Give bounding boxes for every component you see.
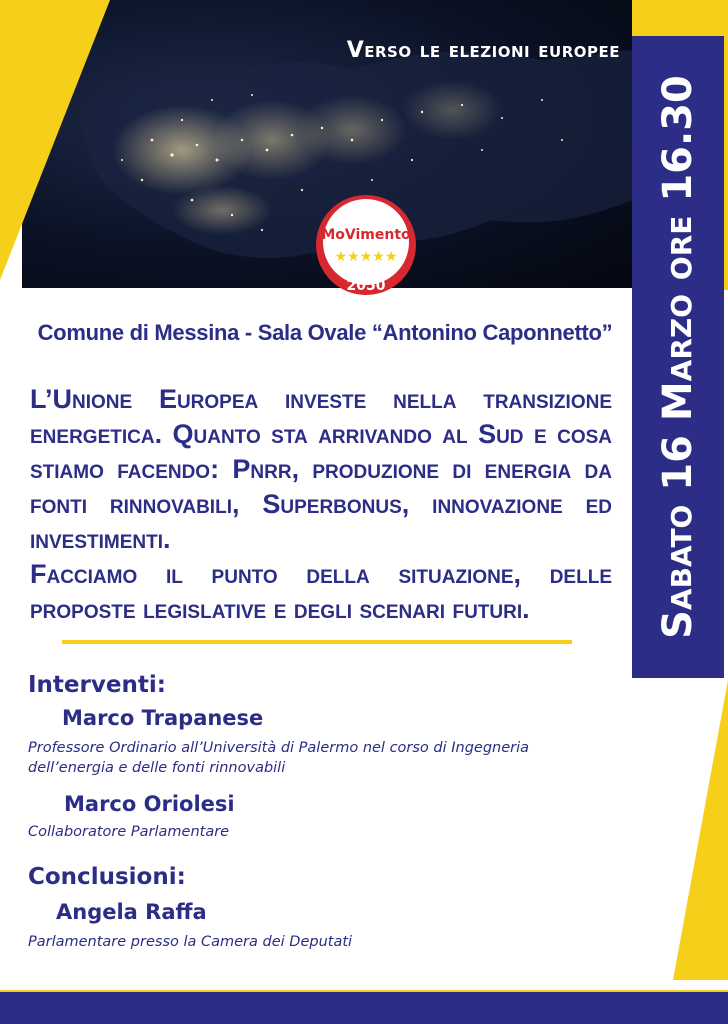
- description-paragraph-1: L’Unione Europea investe nella transizione energetica. Quanto sta arrivando al Sud e cosa stiamo facendo: Pnrr, produzione di energia da fonti rinnovabili, Superbonus, innovazione ed investimenti.: [30, 384, 612, 554]
- speaker-role: Parlamentare presso la Camera dei Deputati: [28, 934, 353, 950]
- yellow-divider: [62, 640, 572, 644]
- headline: Verso le elezioni europee: [346, 38, 620, 63]
- interventi-title: Interventi:: [28, 672, 166, 698]
- speaker-role: Professore Ordinario all’Università di Palermo nel corso di Ingegneria dell’energia e delle fonti rinnovabili: [28, 740, 530, 776]
- speaker-name: Marco Trapanese: [62, 706, 264, 730]
- movimento-2050-logo: [307, 195, 425, 301]
- speaker-name: Marco Oriolesi: [64, 792, 235, 816]
- description-paragraph-2: Facciamo il punto della situazione, delle proposte legislative e degli scenari futuri.: [30, 559, 612, 624]
- venue: Comune di Messina - Sala Ovale “Antonino Caponnetto”: [37, 320, 613, 345]
- yellow-corner-top-left: [0, 0, 110, 280]
- description: [30, 382, 612, 627]
- logo-top-text: MoVimento: [321, 227, 411, 243]
- speaker-name: Angela Raffa: [56, 900, 207, 924]
- logo-emblem: [307, 195, 425, 301]
- logo-year: 2050: [346, 278, 386, 294]
- yellow-corner-bottom-right: [673, 680, 728, 980]
- conclusioni-title: Conclusioni:: [28, 864, 186, 890]
- event-date: Sabato 16 Marzo ore 16.30: [655, 75, 701, 639]
- logo-stars: ★★★★★: [334, 249, 398, 265]
- blue-strip-bottom: [0, 992, 728, 1024]
- speaker-role: Collaboratore Parlamentare: [28, 824, 230, 840]
